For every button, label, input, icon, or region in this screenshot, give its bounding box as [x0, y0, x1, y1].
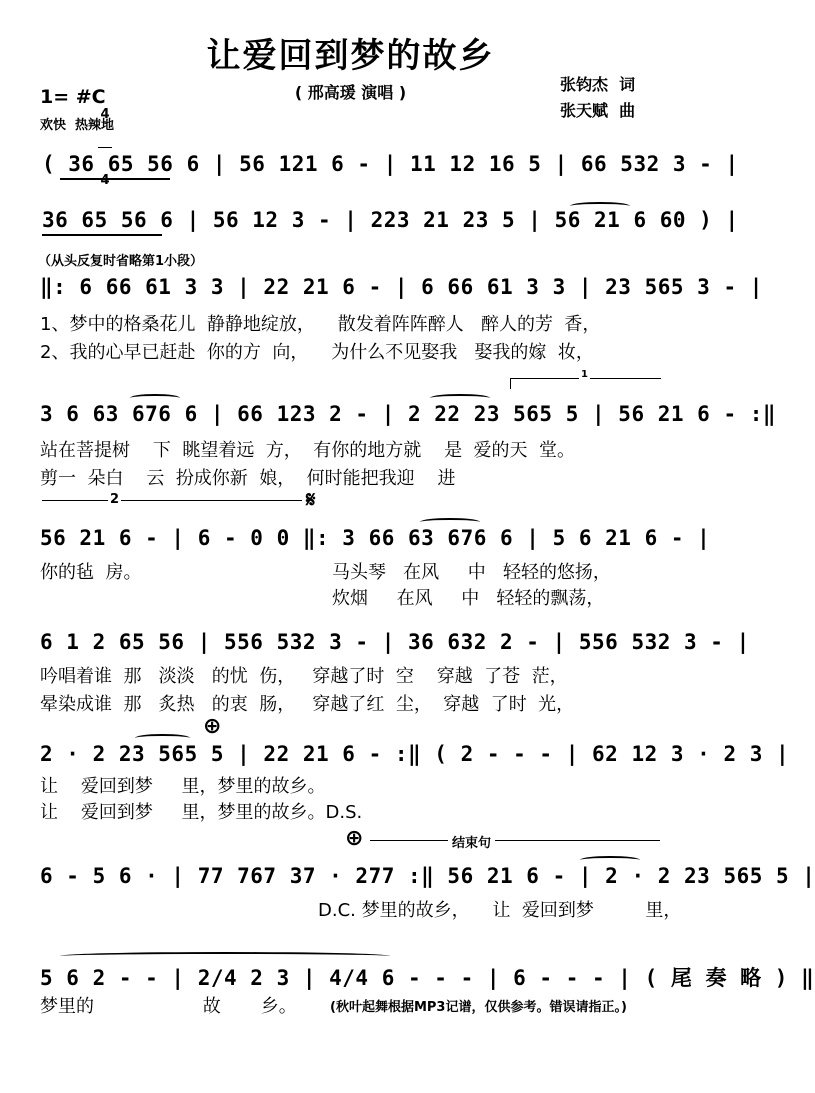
coda-icon: ⊕ — [203, 714, 222, 739]
tie-arc — [135, 734, 190, 742]
volta-2-label: 2 — [110, 492, 120, 507]
lyric-row-5-a: 你的毡 房。 — [40, 562, 142, 583]
lyric-row-5-verse-2: 炊烟 在风 中 轻轻的飘荡， — [332, 588, 605, 609]
tie-arc — [570, 202, 630, 210]
notation-row-3: ‖: 6 66 61 3 3 | 22 21 6 - | 6 66 61 3 3 | 23 565 3 - | — [40, 275, 763, 299]
lyric-row-8: D.C. 梦里的故乡， 让 爱回到梦 里， — [318, 900, 682, 921]
lyric-row-3-verse-1: 1、梦中的格桑花儿 静静地绽放， 散发着阵阵醉人 醉人的芳 香， — [40, 314, 601, 335]
notation-row-8: 6 - 5 6 · | 77 767 37 · 277 :‖ 56 21 6 - | 2 · 2 23 565 5 | — [40, 864, 815, 888]
tie-arc — [430, 394, 490, 402]
tie-arc — [130, 394, 180, 402]
beam-underline — [60, 178, 170, 180]
key-signature: 1= #C — [40, 86, 106, 108]
long-tie-arc — [60, 952, 390, 960]
notation-row-2: 36 65 56 6 | 56 12 3 - | 223 21 23 5 | 56 21 6 60 ) | — [42, 208, 739, 232]
segno-icon: 𝄋 — [306, 488, 316, 513]
notation-row-4: 3 6 63 676 6 | 66 123 2 - | 2 22 23 565 5 | 56 21 6 - :‖ — [40, 402, 777, 426]
song-title: 让爱回到梦的故乡 — [206, 36, 495, 76]
tie-arc — [420, 518, 480, 526]
ending-phrase-line — [370, 840, 660, 841]
tempo-marking: 欢快 热辣地 — [40, 118, 115, 133]
notation-row-1: ( 36 65 56 6 | 56 121 6 - | 11 12 16 5 | 66 532 3 - | — [42, 152, 739, 176]
volta-1-bracket — [510, 369, 661, 389]
lyric-row-6-verse-1: 吟唱着谁 那 淡淡 的忧 伤， 穿越了时 空 穿越 了苍 茫， — [40, 666, 568, 687]
lyric-row-5-verse-1: 马头琴 在风 中 轻轻的悠扬， — [332, 562, 611, 583]
time-sig-bottom: 4 — [100, 173, 110, 188]
singer-credit: ( 邢高瑗 演唱 ) — [294, 83, 407, 102]
transcription-note: (秋叶起舞根据MP3记谱，仅供参考。错误请指正。) — [330, 1000, 627, 1015]
time-signature — [98, 82, 112, 200]
lyric-row-7-a: 让 爱回到梦 里，梦里的故乡。 — [40, 776, 326, 797]
coda-icon: ⊕ — [345, 826, 364, 851]
beam-underline — [42, 234, 162, 236]
lyric-row-9: 梦里的 故 乡。 — [40, 996, 297, 1017]
lyric-row-6-verse-2: 晕染成谁 那 炙热 的衷 肠， 穿越了红 尘， 穿越 了时 光， — [40, 694, 575, 715]
lyric-row-4-verse-1: 站在菩提树 下 眺望着远 方， 有你的地方就 是 爱的天 堂。 — [40, 440, 575, 461]
notation-row-7: 2 · 2 23 565 5 | 22 21 6 - :‖ ( 2 - - - | 62 12 3 · 2 3 | — [40, 742, 790, 766]
ending-phrase-label: 结束句 — [448, 832, 495, 851]
lyric-row-3-verse-2: 2、我的心早已赶赴 你的方 向， 为什么不见娶我 娶我的嫁 妆， — [40, 342, 594, 363]
notation-row-9: 5 6 2 - - | 2/4 2 3 | 4/4 6 - - - | 6 - - - | ( 尾 奏 略 ) ‖ — [40, 966, 815, 990]
time-sig-top: 4 — [100, 107, 110, 122]
tie-arc — [580, 856, 640, 864]
notation-row-6: 6 1 2 65 56 | 556 532 3 - | 36 632 2 - | 556 532 3 - | — [40, 630, 750, 654]
volta-1-label: 1 — [581, 369, 588, 380]
composer-credit: 张天赋 曲 — [560, 101, 636, 120]
repeat-instruction: （从头反复时省略第1小段） — [38, 254, 204, 269]
lyric-row-7-b: 让 爱回到梦 里，梦里的故乡。D.S. — [40, 802, 363, 823]
volta-2-line — [42, 500, 302, 501]
time-sig-bar — [98, 147, 112, 148]
lyric-row-4-verse-2: 剪一 朵白 云 扮成你新 娘， 何时能把我迎 进 — [40, 468, 456, 489]
notation-row-5: 56 21 6 - | 6 - 0 0 ‖: 3 66 63 676 6 | 5 6 21 6 - | — [40, 526, 711, 550]
lyricist-credit: 张钧杰 词 — [560, 75, 636, 94]
